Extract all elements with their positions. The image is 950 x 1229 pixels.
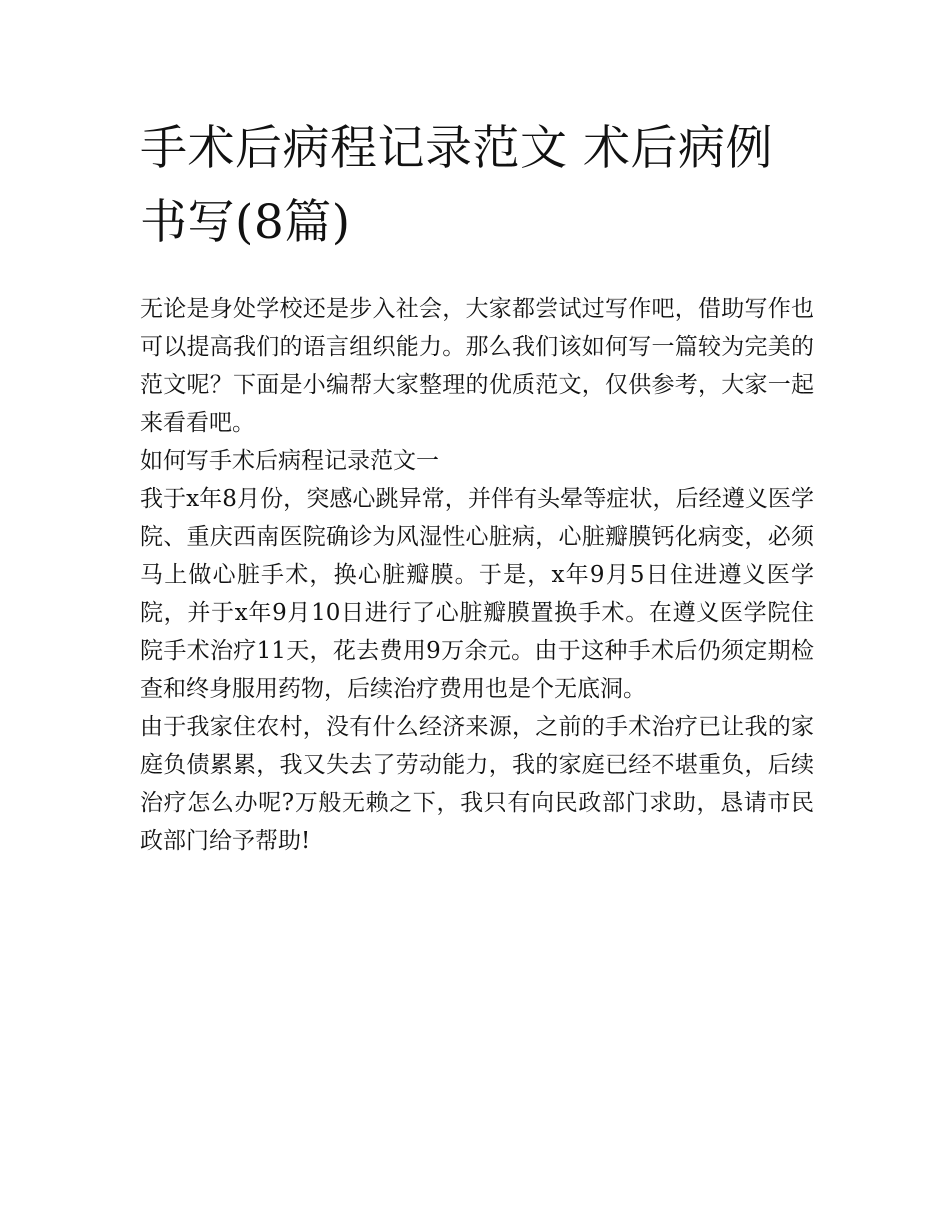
intro-paragraph: 无论是身处学校还是步入社会，大家都尝试过写作吧，借助写作也可以提高我们的语言组织能力。那么我们该如何写一篇较为完美的范文呢？下面是小编帮大家整理的优质范文，仅供参考，大家一起来看看吧。: [140, 296, 814, 436]
document-page: [140, 112, 814, 860]
body-paragraph-1: 我于x年8月份，突感心跳异常，并伴有头晕等症状，后经遵义医学院、重庆西南医院确诊为风湿性心脏病，心脏瓣膜钙化病变，必须马上做心脏手术，换心脏瓣膜。于是，x年9月5日住进遵义医学院，并于x年9月10日进行了心脏瓣膜置换手术。在遵义医学院住院手术治疗11天，花去费用9万余元。由于这种手术后仍须定期检查和终身服用药物，后续治疗费用也是个无底洞。: [140, 486, 814, 702]
body-paragraph-2: 由于我家住农村，没有什么经济来源，之前的手术治疗已让我的家庭负债累累，我又失去了劳动能力，我的家庭已经不堪重负，后续治疗怎么办呢?万般无赖之下，我只有向民政部门求助，恳请市民政部门给予帮助!: [140, 714, 814, 854]
section-heading: 如何写手术后病程记录范文一: [140, 448, 439, 474]
document-title: 手术后病程记录范文 术后病例书写(8篇): [140, 121, 773, 250]
